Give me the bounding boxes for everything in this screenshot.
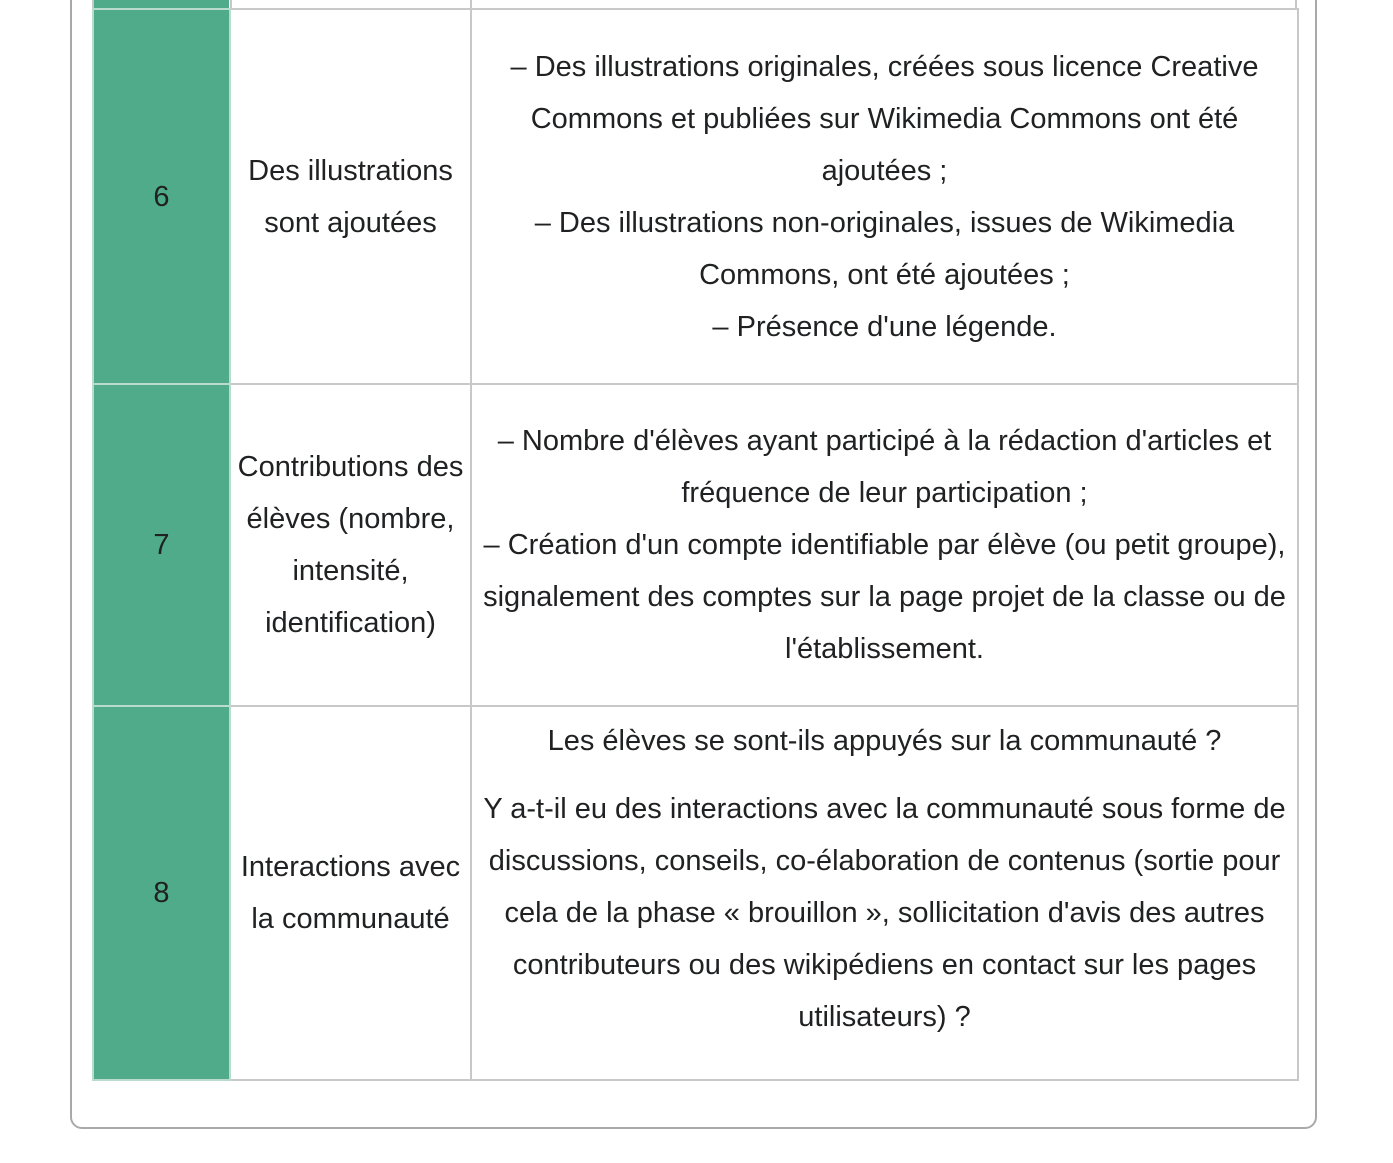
criterion-description bbox=[471, 706, 1298, 1080]
description-line: – Nombre d'élèves ayant participé à la rédaction d'articles et fréquence de leur participation ; bbox=[497, 425, 1272, 509]
criterion-title: Contributions des élèves (nombre, intensité, identification) bbox=[230, 384, 471, 706]
criterion-description bbox=[471, 384, 1298, 706]
description-line: – Des illustrations originales, créées sous licence Creative Commons et publiées sur Wikimedia Commons ont été ajoutées ; bbox=[510, 50, 1259, 187]
table-row bbox=[93, 706, 1298, 1080]
criterion-number: 6 bbox=[93, 9, 230, 384]
criterion-title: Des illustrations sont ajoutées bbox=[230, 9, 471, 384]
description-paragraph: Les élèves se sont-ils appuyés sur la communauté ? bbox=[547, 725, 1222, 757]
criterion-number: 7 bbox=[93, 384, 230, 706]
description-paragraph: Y a-t-il eu des interactions avec la communauté sous forme de discussions, conseils, co-élaboration de contenus (sortie pour cela de la phase « brouillon », sollicitation d'avis des autres contributeurs ou des wikipédiens en contact sur les pages utilisateurs) ? bbox=[483, 793, 1286, 1033]
criteria-table bbox=[92, 8, 1299, 1081]
previous-row-edge bbox=[92, 0, 1297, 8]
table-row bbox=[93, 384, 1298, 706]
criterion-number: 8 bbox=[93, 706, 230, 1080]
description-line: – Présence d'une légende. bbox=[712, 310, 1057, 343]
criterion-title: Interactions avec la communauté bbox=[230, 706, 471, 1080]
criterion-description bbox=[471, 9, 1298, 384]
description-line: – Des illustrations non-originales, issues de Wikimedia Commons, ont été ajoutées ; bbox=[534, 206, 1235, 291]
table-row bbox=[93, 9, 1298, 384]
description-line: – Création d'un compte identifiable par élève (ou petit groupe), signalement des comptes sur la page projet de la classe ou de l'établissement. bbox=[483, 529, 1286, 665]
